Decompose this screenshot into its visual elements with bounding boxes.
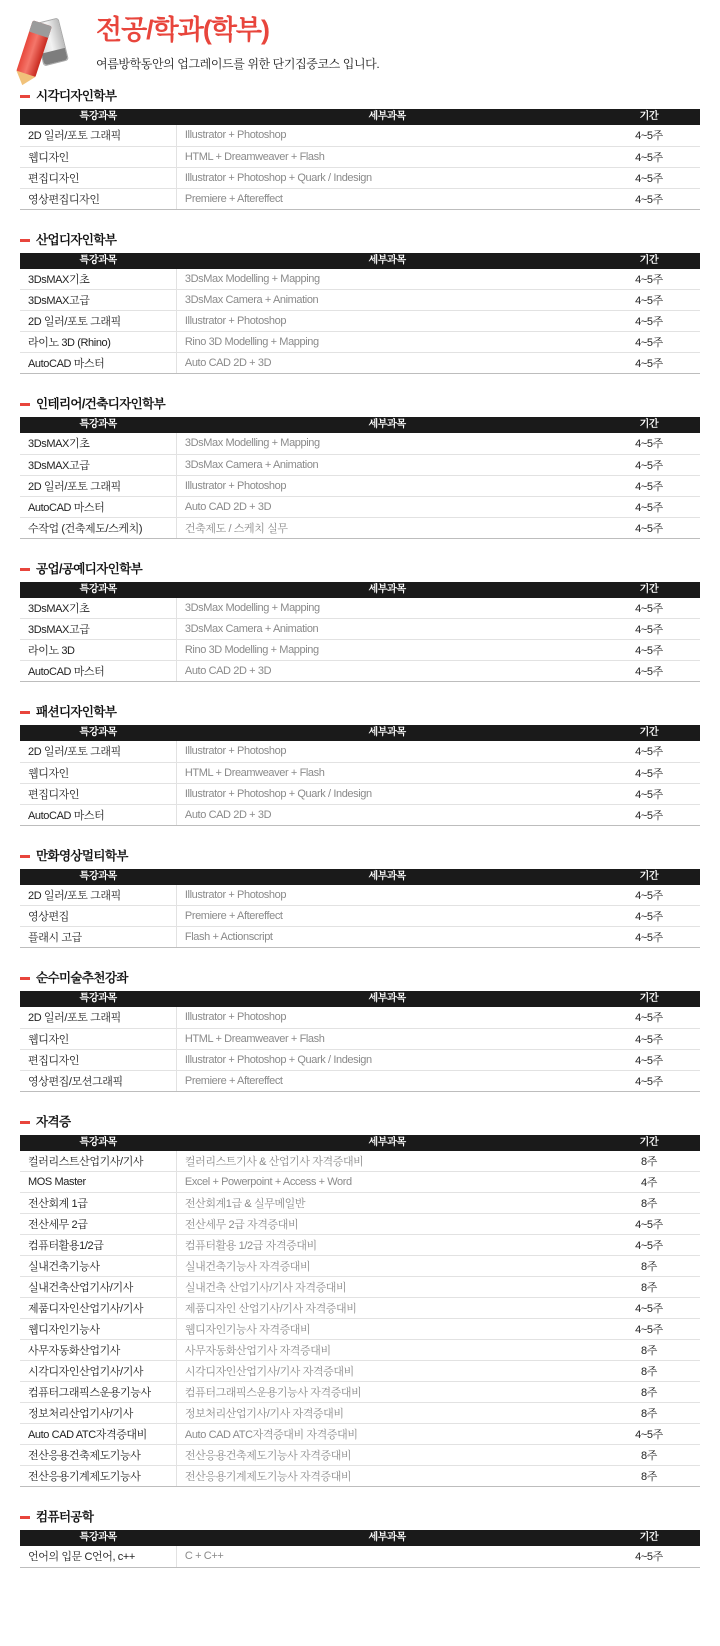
cell-duration: 4~5주 bbox=[598, 517, 700, 538]
course-table bbox=[20, 582, 700, 683]
cell-course-detail: Auto CAD 2D + 3D bbox=[176, 353, 598, 374]
cell-duration: 8주 bbox=[598, 1256, 700, 1277]
cell-duration: 4~5주 bbox=[598, 1298, 700, 1319]
table-row bbox=[20, 1256, 700, 1277]
cell-duration: 8주 bbox=[598, 1445, 700, 1466]
cell-duration: 4~5주 bbox=[598, 167, 700, 188]
cell-course-name: 수작업 (건축제도/스케치) bbox=[20, 517, 176, 538]
cell-course-detail: Illustrator + Photoshop bbox=[176, 1007, 598, 1028]
table-row bbox=[20, 1214, 700, 1235]
cell-duration: 4~5주 bbox=[598, 598, 700, 619]
cell-course-detail: 제품디자인 산업기사/기사 자격증대비 bbox=[176, 1298, 598, 1319]
cell-course-name: 웹디자인 bbox=[20, 1028, 176, 1049]
cell-course-name: 실내건축산업기사/기사 bbox=[20, 1277, 176, 1298]
column-header-duration: 기간 bbox=[598, 1530, 700, 1546]
cell-course-name: AutoCAD 마스터 bbox=[20, 804, 176, 825]
column-header-duration: 기간 bbox=[598, 1135, 700, 1151]
cell-course-name: 언어의 입문 C언어, c++ bbox=[20, 1546, 176, 1567]
cell-course-name: 3DsMAX기초 bbox=[20, 598, 176, 619]
cell-course-detail: 실내건축 산업기사/기사 자격증대비 bbox=[176, 1277, 598, 1298]
table-row bbox=[20, 475, 700, 496]
table-row bbox=[20, 353, 700, 374]
table-row bbox=[20, 188, 700, 209]
cell-course-detail: Excel + Powerpoint + Access + Word bbox=[176, 1172, 598, 1193]
cell-duration: 4~5주 bbox=[598, 188, 700, 209]
cell-course-detail: 3DsMax Modelling + Mapping bbox=[176, 433, 598, 454]
cell-course-name: 전산응용건축제도기능사 bbox=[20, 1445, 176, 1466]
column-header-name: 특강과목 bbox=[20, 1530, 176, 1546]
table-row bbox=[20, 269, 700, 290]
cell-course-name: 전산세무 2급 bbox=[20, 1214, 176, 1235]
column-header-duration: 기간 bbox=[598, 869, 700, 885]
course-table bbox=[20, 725, 700, 826]
cell-duration: 8주 bbox=[598, 1403, 700, 1424]
cell-duration: 8주 bbox=[598, 1361, 700, 1382]
column-header-name: 특강과목 bbox=[20, 1135, 176, 1151]
cell-duration: 8주 bbox=[598, 1277, 700, 1298]
course-section bbox=[20, 702, 700, 826]
column-header-duration: 기간 bbox=[598, 109, 700, 125]
cell-course-name: 사무자동화산업기사 bbox=[20, 1340, 176, 1361]
cell-course-detail: 건축제도 / 스케치 실무 bbox=[176, 517, 598, 538]
table-row bbox=[20, 496, 700, 517]
cell-course-name: 정보처리산업기사/기사 bbox=[20, 1403, 176, 1424]
table-row bbox=[20, 1007, 700, 1028]
column-header-duration: 기간 bbox=[598, 991, 700, 1007]
course-section bbox=[20, 968, 700, 1092]
course-section bbox=[20, 559, 700, 683]
cell-course-detail: 시각디자인산업기사/기사 자격증대비 bbox=[176, 1361, 598, 1382]
cell-course-name: 2D 일러/포토 그래픽 bbox=[20, 885, 176, 906]
table-header-row bbox=[20, 869, 700, 885]
course-table bbox=[20, 869, 700, 949]
table-row bbox=[20, 661, 700, 682]
cell-course-name: 웹디자인기능사 bbox=[20, 1319, 176, 1340]
cell-duration: 4~5주 bbox=[598, 640, 700, 661]
cell-course-detail: HTML + Dreamweaver + Flash bbox=[176, 762, 598, 783]
cell-course-name: 전산응용기계제도기능사 bbox=[20, 1466, 176, 1487]
cell-course-name: 웹디자인 bbox=[20, 762, 176, 783]
cell-course-detail: Rino 3D Modelling + Mapping bbox=[176, 332, 598, 353]
table-row bbox=[20, 885, 700, 906]
cell-course-detail: 웹디자인기능사 자격증대비 bbox=[176, 1319, 598, 1340]
cell-course-detail: 3DsMax Camera + Animation bbox=[176, 290, 598, 311]
cell-duration: 4~5주 bbox=[598, 885, 700, 906]
cell-duration: 4~5주 bbox=[598, 269, 700, 290]
cell-duration: 4~5주 bbox=[598, 475, 700, 496]
cell-course-name: 플래시 고급 bbox=[20, 927, 176, 948]
cell-course-detail: 정보처리산업기사/기사 자격증대비 bbox=[176, 1403, 598, 1424]
table-row bbox=[20, 311, 700, 332]
table-row bbox=[20, 1546, 700, 1567]
cell-duration: 4~5주 bbox=[598, 1424, 700, 1445]
course-table bbox=[20, 417, 700, 539]
cell-duration: 4~5주 bbox=[598, 433, 700, 454]
table-row bbox=[20, 1151, 700, 1172]
cell-course-detail: 실내건축기능사 자격증대비 bbox=[176, 1256, 598, 1277]
cell-course-name: 영상편집/모션그래픽 bbox=[20, 1070, 176, 1091]
course-section bbox=[20, 1507, 700, 1568]
pencil-eraser-icon bbox=[18, 18, 80, 80]
cell-duration: 4~5주 bbox=[598, 804, 700, 825]
cell-duration: 4~5주 bbox=[598, 927, 700, 948]
cell-duration: 8주 bbox=[598, 1151, 700, 1172]
cell-course-name: 컴퓨터그래픽스운용기능사 bbox=[20, 1382, 176, 1403]
cell-course-detail: 3DsMax Camera + Animation bbox=[176, 454, 598, 475]
cell-course-detail: 전산회계1급 & 실무메일반 bbox=[176, 1193, 598, 1214]
cell-course-name: Auto CAD ATC자격증대비 bbox=[20, 1424, 176, 1445]
table-row bbox=[20, 1361, 700, 1382]
table-row bbox=[20, 598, 700, 619]
table-row bbox=[20, 332, 700, 353]
cell-course-name: 제품디자인산업기사/기사 bbox=[20, 1298, 176, 1319]
table-row bbox=[20, 1049, 700, 1070]
cell-duration: 4주 bbox=[598, 1172, 700, 1193]
table-row bbox=[20, 1028, 700, 1049]
cell-course-name: 전산회계 1급 bbox=[20, 1193, 176, 1214]
cell-course-detail: Illustrator + Photoshop + Quark / Indesign bbox=[176, 1049, 598, 1070]
table-row bbox=[20, 1445, 700, 1466]
cell-course-name: 2D 일러/포토 그래픽 bbox=[20, 125, 176, 146]
cell-course-name: 영상편집디자인 bbox=[20, 188, 176, 209]
cell-duration: 4~5주 bbox=[598, 762, 700, 783]
table-row bbox=[20, 146, 700, 167]
cell-course-detail: Flash + Actionscript bbox=[176, 927, 598, 948]
section-title: 패션디자인학부 bbox=[20, 702, 700, 725]
page-header bbox=[0, 0, 720, 86]
table-row bbox=[20, 1172, 700, 1193]
cell-course-detail: Illustrator + Photoshop bbox=[176, 741, 598, 762]
cell-course-name: 3DsMAX고급 bbox=[20, 290, 176, 311]
table-row bbox=[20, 1193, 700, 1214]
column-header-detail: 세부과목 bbox=[176, 582, 598, 598]
cell-course-detail: 전산응용건축제도기능사 자격증대비 bbox=[176, 1445, 598, 1466]
table-row bbox=[20, 517, 700, 538]
table-header-row bbox=[20, 725, 700, 741]
table-row bbox=[20, 1466, 700, 1487]
course-table bbox=[20, 991, 700, 1092]
cell-duration: 4~5주 bbox=[598, 906, 700, 927]
table-row bbox=[20, 640, 700, 661]
table-row bbox=[20, 1277, 700, 1298]
cell-course-name: 라이노 3D (Rhino) bbox=[20, 332, 176, 353]
cell-course-name: 2D 일러/포토 그래픽 bbox=[20, 741, 176, 762]
table-row bbox=[20, 290, 700, 311]
cell-course-name: 웹디자인 bbox=[20, 146, 176, 167]
table-row bbox=[20, 1070, 700, 1091]
cell-course-name: 컴퓨터활용1/2급 bbox=[20, 1235, 176, 1256]
table-row bbox=[20, 1298, 700, 1319]
cell-course-name: 편집디자인 bbox=[20, 167, 176, 188]
cell-course-detail: C + C++ bbox=[176, 1546, 598, 1567]
cell-course-name: 편집디자인 bbox=[20, 783, 176, 804]
column-header-name: 특강과목 bbox=[20, 869, 176, 885]
cell-duration: 4~5주 bbox=[598, 1007, 700, 1028]
cell-duration: 8주 bbox=[598, 1382, 700, 1403]
sections-container bbox=[0, 86, 720, 1568]
cell-duration: 4~5주 bbox=[598, 1070, 700, 1091]
cell-course-name: AutoCAD 마스터 bbox=[20, 496, 176, 517]
cell-course-detail: Auto CAD 2D + 3D bbox=[176, 804, 598, 825]
cell-duration: 4~5주 bbox=[598, 353, 700, 374]
cell-duration: 8주 bbox=[598, 1466, 700, 1487]
cell-course-detail: Illustrator + Photoshop bbox=[176, 311, 598, 332]
cell-duration: 4~5주 bbox=[598, 1028, 700, 1049]
cell-duration: 4~5주 bbox=[598, 146, 700, 167]
page-subtitle: 여름방학동안의 업그레이드를 위한 단기집중코스 입니다. bbox=[96, 56, 380, 71]
table-header-row bbox=[20, 253, 700, 269]
cell-course-name: 편집디자인 bbox=[20, 1049, 176, 1070]
cell-course-name: 3DsMAX고급 bbox=[20, 619, 176, 640]
table-row bbox=[20, 125, 700, 146]
cell-course-detail: 컴퓨터그래픽스운용기능사 자격증대비 bbox=[176, 1382, 598, 1403]
table-header-row bbox=[20, 417, 700, 433]
cell-duration: 4~5주 bbox=[598, 741, 700, 762]
cell-course-detail: 전산세무 2급 자격증대비 bbox=[176, 1214, 598, 1235]
cell-duration: 4~5주 bbox=[598, 311, 700, 332]
cell-course-name: MOS Master bbox=[20, 1172, 176, 1193]
cell-duration: 4~5주 bbox=[598, 496, 700, 517]
table-row bbox=[20, 1403, 700, 1424]
cell-course-name: 라이노 3D bbox=[20, 640, 176, 661]
cell-course-detail: Auto CAD 2D + 3D bbox=[176, 661, 598, 682]
cell-duration: 4~5주 bbox=[598, 125, 700, 146]
column-header-detail: 세부과목 bbox=[176, 1530, 598, 1546]
cell-course-name: AutoCAD 마스터 bbox=[20, 353, 176, 374]
table-header-row bbox=[20, 109, 700, 125]
column-header-detail: 세부과목 bbox=[176, 1135, 598, 1151]
column-header-name: 특강과목 bbox=[20, 991, 176, 1007]
course-section bbox=[20, 846, 700, 949]
cell-duration: 8주 bbox=[598, 1340, 700, 1361]
table-row bbox=[20, 906, 700, 927]
cell-course-name: 3DsMAX기초 bbox=[20, 433, 176, 454]
cell-course-detail: 컬러리스트기사 & 산업기사 자격증대비 bbox=[176, 1151, 598, 1172]
column-header-duration: 기간 bbox=[598, 253, 700, 269]
cell-course-name: 영상편집 bbox=[20, 906, 176, 927]
cell-duration: 4~5주 bbox=[598, 454, 700, 475]
section-title: 인테리어/건축디자인학부 bbox=[20, 394, 700, 417]
cell-course-detail: HTML + Dreamweaver + Flash bbox=[176, 146, 598, 167]
course-section bbox=[20, 86, 700, 210]
table-row bbox=[20, 804, 700, 825]
cell-course-name: 2D 일러/포토 그래픽 bbox=[20, 1007, 176, 1028]
section-title: 산업디자인학부 bbox=[20, 230, 700, 253]
cell-course-detail: Illustrator + Photoshop bbox=[176, 125, 598, 146]
cell-course-name: AutoCAD 마스터 bbox=[20, 661, 176, 682]
table-header-row bbox=[20, 582, 700, 598]
table-row bbox=[20, 1382, 700, 1403]
table-row bbox=[20, 619, 700, 640]
cell-course-detail: 전산응용기계제도기능사 자격증대비 bbox=[176, 1466, 598, 1487]
table-header-row bbox=[20, 1135, 700, 1151]
column-header-detail: 세부과목 bbox=[176, 869, 598, 885]
section-title: 순수미술추천강좌 bbox=[20, 968, 700, 991]
section-title: 시각디자인학부 bbox=[20, 86, 700, 109]
column-header-name: 특강과목 bbox=[20, 582, 176, 598]
column-header-duration: 기간 bbox=[598, 417, 700, 433]
cell-duration: 4~5주 bbox=[598, 1235, 700, 1256]
column-header-name: 특강과목 bbox=[20, 725, 176, 741]
header-text bbox=[80, 14, 379, 72]
cell-course-detail: HTML + Dreamweaver + Flash bbox=[176, 1028, 598, 1049]
column-header-name: 특강과목 bbox=[20, 253, 176, 269]
section-title: 자격증 bbox=[20, 1112, 700, 1135]
cell-course-name: 2D 일러/포토 그래픽 bbox=[20, 475, 176, 496]
cell-course-name: 3DsMAX기초 bbox=[20, 269, 176, 290]
cell-course-detail: Premiere + Aftereffect bbox=[176, 188, 598, 209]
course-table bbox=[20, 1530, 700, 1568]
cell-course-detail: Auto CAD 2D + 3D bbox=[176, 496, 598, 517]
cell-duration: 4~5주 bbox=[598, 619, 700, 640]
cell-duration: 8주 bbox=[598, 1193, 700, 1214]
cell-course-name: 2D 일러/포토 그래픽 bbox=[20, 311, 176, 332]
table-row bbox=[20, 783, 700, 804]
cell-course-detail: Illustrator + Photoshop + Quark / Indesign bbox=[176, 167, 598, 188]
cell-duration: 4~5주 bbox=[598, 290, 700, 311]
column-header-duration: 기간 bbox=[598, 582, 700, 598]
column-header-detail: 세부과목 bbox=[176, 109, 598, 125]
table-row bbox=[20, 741, 700, 762]
cell-duration: 4~5주 bbox=[598, 1546, 700, 1567]
table-row bbox=[20, 1319, 700, 1340]
column-header-name: 특강과목 bbox=[20, 109, 176, 125]
cell-course-detail: Illustrator + Photoshop bbox=[176, 885, 598, 906]
section-title: 만화영상멀티학부 bbox=[20, 846, 700, 869]
section-title: 공업/공예디자인학부 bbox=[20, 559, 700, 582]
column-header-name: 특강과목 bbox=[20, 417, 176, 433]
cell-course-detail: 사무자동화산업기사 자격증대비 bbox=[176, 1340, 598, 1361]
table-row bbox=[20, 762, 700, 783]
table-header-row bbox=[20, 991, 700, 1007]
cell-course-detail: 3DsMax Modelling + Mapping bbox=[176, 269, 598, 290]
table-row bbox=[20, 167, 700, 188]
page-title: 전공/학과(학부) bbox=[96, 15, 269, 45]
course-table bbox=[20, 253, 700, 375]
cell-duration: 4~5주 bbox=[598, 1214, 700, 1235]
cell-course-detail: 3DsMax Modelling + Mapping bbox=[176, 598, 598, 619]
cell-course-detail: 컴퓨터활용 1/2급 자격증대비 bbox=[176, 1235, 598, 1256]
table-row bbox=[20, 1235, 700, 1256]
cell-course-name: 시각디자인산업기사/기사 bbox=[20, 1361, 176, 1382]
table-row bbox=[20, 454, 700, 475]
course-table bbox=[20, 109, 700, 210]
cell-course-detail: Premiere + Aftereffect bbox=[176, 1070, 598, 1091]
table-row bbox=[20, 433, 700, 454]
cell-course-detail: Illustrator + Photoshop bbox=[176, 475, 598, 496]
column-header-detail: 세부과목 bbox=[176, 253, 598, 269]
cell-duration: 4~5주 bbox=[598, 661, 700, 682]
course-section bbox=[20, 394, 700, 539]
cell-duration: 4~5주 bbox=[598, 783, 700, 804]
table-row bbox=[20, 1424, 700, 1445]
cell-course-name: 실내건축기능사 bbox=[20, 1256, 176, 1277]
column-header-detail: 세부과목 bbox=[176, 725, 598, 741]
column-header-duration: 기간 bbox=[598, 725, 700, 741]
course-section bbox=[20, 1112, 700, 1488]
section-title: 컴퓨터공학 bbox=[20, 1507, 700, 1530]
cell-course-detail: Illustrator + Photoshop + Quark / Indesign bbox=[176, 783, 598, 804]
course-section bbox=[20, 230, 700, 375]
course-table bbox=[20, 1135, 700, 1488]
column-header-detail: 세부과목 bbox=[176, 991, 598, 1007]
cell-duration: 4~5주 bbox=[598, 332, 700, 353]
cell-course-name: 컬러리스트산업기사/기사 bbox=[20, 1151, 176, 1172]
table-row bbox=[20, 1340, 700, 1361]
table-row bbox=[20, 927, 700, 948]
cell-duration: 4~5주 bbox=[598, 1319, 700, 1340]
cell-course-detail: Auto CAD ATC자격증대비 자격증대비 bbox=[176, 1424, 598, 1445]
column-header-detail: 세부과목 bbox=[176, 417, 598, 433]
cell-course-detail: 3DsMax Camera + Animation bbox=[176, 619, 598, 640]
cell-course-name: 3DsMAX고급 bbox=[20, 454, 176, 475]
cell-course-detail: Rino 3D Modelling + Mapping bbox=[176, 640, 598, 661]
table-header-row bbox=[20, 1530, 700, 1546]
cell-duration: 4~5주 bbox=[598, 1049, 700, 1070]
cell-course-detail: Premiere + Aftereffect bbox=[176, 906, 598, 927]
